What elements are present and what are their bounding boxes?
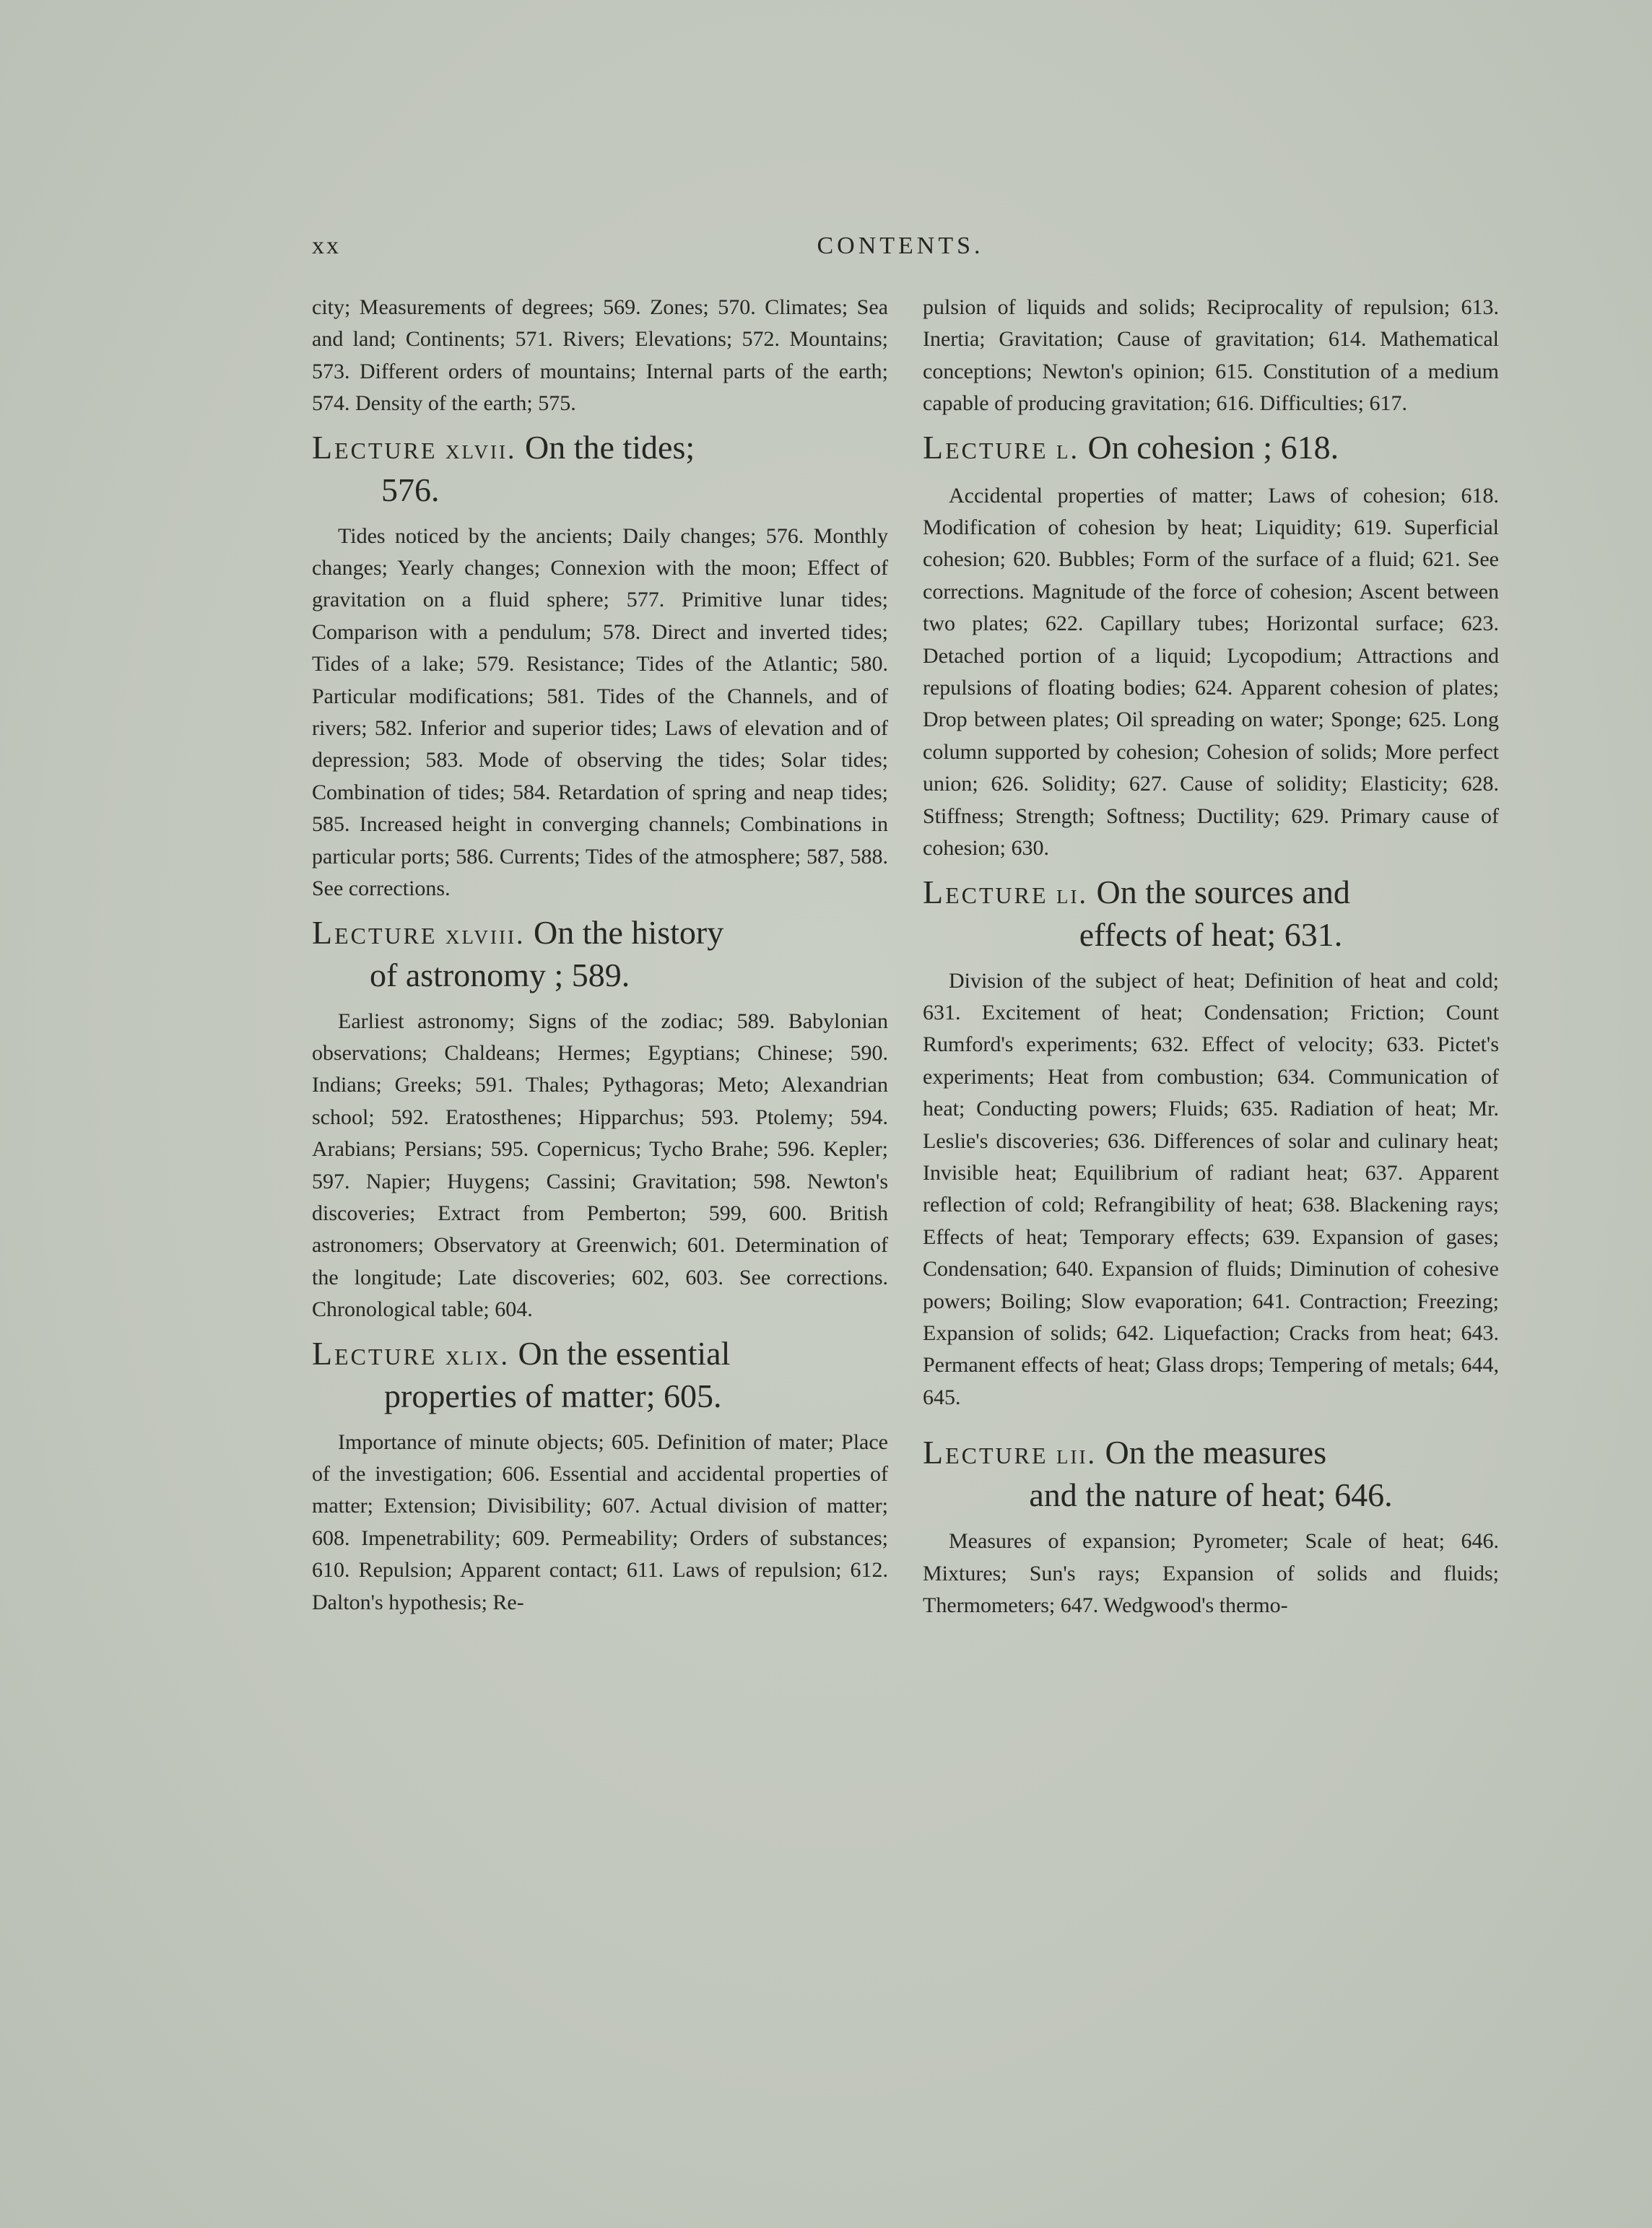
lecture-label: Lecture	[312, 1334, 438, 1372]
contents-entry-continued: city; Measurements of degrees; 569. Zones; 570. Climates; Sea and land; Continents; 571. Rivers; Elevations; 572. Mountains; 573. Different orders of mountains; Internal parts of the earth; 574. Density of the earth; 575.	[312, 295, 888, 416]
lecture-heading-xlix	[312, 1333, 888, 1417]
lecture-numeral: xlix.	[445, 1340, 510, 1371]
lecture-numeral: lii.	[1056, 1440, 1097, 1471]
lecture-title: On the essential	[518, 1334, 731, 1372]
lecture-heading-xlviii	[312, 913, 888, 996]
lecture-title-continued: of astronomy ; 589.	[370, 956, 630, 993]
lecture-numeral: li.	[1056, 879, 1089, 910]
lecture-summary-xlviii: Earliest astronomy; Signs of the zodiac; 589. Babylonian observations; Chaldeans; Hermes; Egyptians; Chinese; 590. Indians; Greeks; 591. Thales; Pythagoras; Meto; Alexandrian school; 592. Eratosthenes; Hipparchus; 593. Ptolemy; 594. Arabians; Persians; 595. Copernicus; Tycho Brahe; 596. Kepler; 597. Napier; Huygens; Cassini; Gravitation; 598. Newton's discoveries; Extract from Pemberton; 599, 600. British astronomers; Observatory at Greenwich; 601. Determination of the longitude; Late discoveries; 602, 603. See corrections. Chronological table; 604.	[312, 1009, 888, 1322]
lecture-numeral: xlviii.	[445, 919, 526, 950]
lecture-summary-xlvii: Tides noticed by the ancients; Daily changes; 576. Monthly changes; Yearly changes; Connexion with the moon; Effect of gravitation on a fluid sphere; 577. Primitive lunar tides; Comparison with a pendulum; 578. Direct and inverted tides; Tides of a lake; 579. Resistance; Tides of the Atlantic; 580. Particular modifications; 581. Tides of the Channels, and of rivers; 582. Inferior and superior tides; Laws of elevation and of depression; 583. Mode of observing the tides; Solar tides; Combination of tides; 584. Retardation of spring and neap tides; 585. Increased height in converging channels; Combinations in particular ports; 586. Currents; Tides of the atmosphere; 587, 588. See corrections.	[312, 523, 888, 901]
lecture-summary-li: Division of the subject of heat; Definition of heat and cold; 631. Excitement of heat; Condensation; Friction; Count Rumford's experiments; 632. Effect of velocity; 633. Pictet's experiments; Heat from combustion; 634. Communication of heat; Conducting powers; Fluids; 635. Radiation of heat; Mr. Leslie's discoveries; 636. Differences of solar and culinary heat; Invisible heat; Equilibrium of radiant heat; 637. Apparent reflection of cold; Refrangibility of heat; 638. Blackening rays; Effects of heat; Temporary effects; 639. Expansion of gases; Condensation; 640. Expansion of fluids; Diminution of cohesive powers; Boiling; Slow evaporation; 641. Contraction; Freezing; Expansion of solids; 642. Liquefaction; Cracks from heat; 643. Permanent effects of heat; Glass drops; Tempering of metals; 644, 645.	[923, 968, 1499, 1409]
left-column	[312, 292, 888, 2082]
contents-entry-continued: pulsion of liquids and solids; Reciprocality of repulsion; 613. Inertia; Gravitation; Cause of gravitation; 614. Mathematical conceptions; Newton's opinion; 615. Constitution of a medium capable of producing gravitation; 616. Difficulties; 617.	[923, 295, 1499, 416]
lecture-title-continued: and the nature of heat; 646.	[1029, 1476, 1393, 1514]
lecture-title: On the history	[534, 913, 724, 951]
right-column	[923, 292, 1499, 2082]
lecture-summary-xlix: Importance of minute objects; 605. Definition of mater; Place of the investigation; 606. Essential and accidental properties of matter; Extension; Divisibility; 607. Actual division of matter; 608. Impenetrability; 609. Permeability; Orders of substances; 610. Repulsion; Apparent contact; 611. Laws of repulsion; 612. Dalton's hypothesis; Re-	[312, 1430, 888, 1614]
lecture-title-continued: properties of matter; 605.	[384, 1377, 722, 1414]
lecture-heading-l	[923, 427, 1499, 470]
page-number: xx	[312, 232, 341, 259]
lecture-label: Lecture	[923, 428, 1048, 466]
lecture-heading-li	[923, 872, 1499, 955]
lecture-label: Lecture	[312, 428, 438, 466]
lecture-label: Lecture	[923, 1434, 1048, 1471]
lecture-heading-xlvii	[312, 427, 888, 510]
lecture-page: 576.	[381, 471, 440, 508]
page-header	[312, 232, 1489, 269]
lecture-title: On the sources and	[1096, 873, 1350, 910]
lecture-label: Lecture	[312, 913, 438, 951]
lecture-numeral: xlvii.	[445, 434, 517, 465]
running-head: CONTENTS.	[817, 232, 984, 259]
lecture-title: On the tides;	[525, 428, 695, 466]
lecture-heading-lii	[923, 1432, 1499, 1515]
lecture-title: On cohesion ; 618.	[1087, 428, 1339, 466]
lecture-label: Lecture	[923, 873, 1048, 910]
lecture-numeral: l.	[1056, 434, 1080, 465]
lecture-summary-l: Accidental properties of matter; Laws of cohesion; 618. Modification of cohesion by heat; Liquidity; 619. Superficial cohesion; 620. Bubbles; Form of the surface of a fluid; 621. See corrections. Magnitude of the force of cohesion; Ascent between two plates; 622. Capillary tubes; Horizontal surface; 623. Detached portion of a liquid; Lycopodium; Attractions and repulsions of floating bodies; 624. Apparent cohesion of plates; Drop between plates; Oil spreading on water; Sponge; 625. Long column supported by cohesion; Cohesion of solids; More perfect union; 626. Solidity; 627. Cause of solidity; Elasticity; 628. Stiffness; Strength; Softness; Ductility; 629. Primary cause of cohesion; 630.	[923, 483, 1499, 861]
lecture-title: On the measures	[1105, 1434, 1327, 1471]
lecture-summary-lii: Measures of expansion; Pyrometer; Scale of heat; 646. Mixtures; Sun's rays; Expansion of solids and fluids; Thermometers; 647. Wedgwood's thermo-	[923, 1529, 1499, 1617]
lecture-title-continued: effects of heat; 631.	[1079, 915, 1343, 953]
